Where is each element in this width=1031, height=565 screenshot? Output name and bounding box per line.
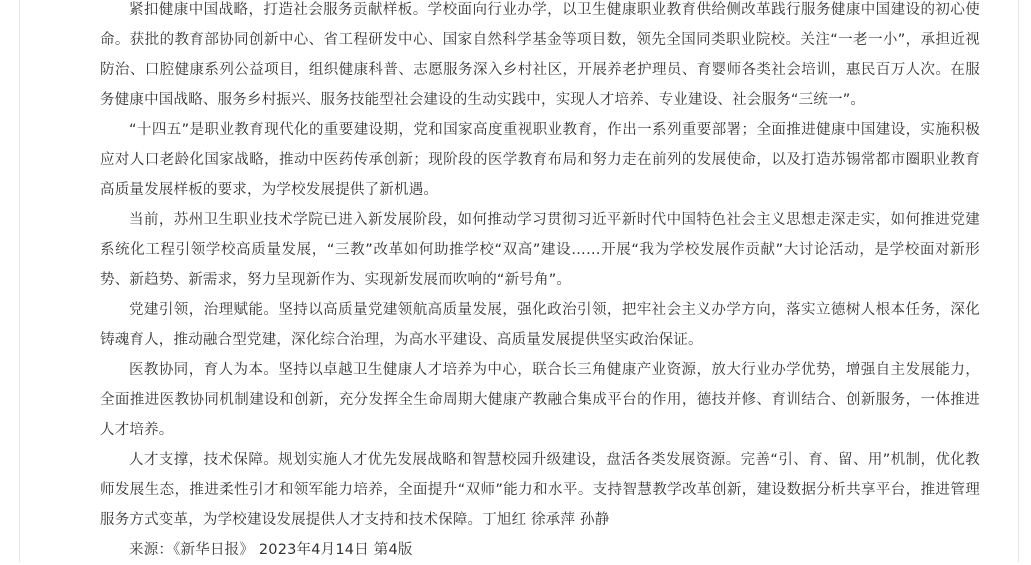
paragraph-2: “十四五”是职业教育现代化的重要建设期，党和国家高度重视职业教育，作出一系列重要部署；全面推进健康中国建设，实施积极应对人口老龄化国家战略，推动中医药传承创新；现阶段的医学教育布局和努力走在前列的发展使命，以及打造苏锡常都市圈职业教育高质量发展样板的要求，为学校发展提供了新机遇。 — [100, 122, 980, 198]
paragraph-5: 医教协同，育人为本。坚持以卓越卫生健康人才培养为中心，联合长三角健康产业资源，放大行业办学优势，增强自主发展能力，全面推进医教协同机制建设和创新，充分发挥全生命周期大健康产教融合集成平台的作用，德技并修、育训结合、创新服务，一体推进人才培养。 — [100, 362, 980, 438]
article-source: 来源：《新华日报》 2023年4月14日 第4版 — [129, 542, 413, 558]
article-body — [100, 0, 980, 565]
content-frame — [19, 0, 1019, 562]
paragraph-4: 党建引领，治理赋能。坚持以高质量党建领航高质量发展，强化政治引领，把牢社会主义办学方向，落实立德树人根本任务，深化铸魂育人，推动融合型党建，深化综合治理，为高水平建设、高质量发展提供坚实政治保证。 — [100, 302, 980, 348]
paragraph-1: 紧扣健康中国战略，打造社会服务贡献样板。学校面向行业办学，以卫生健康职业教育供给侧改革践行服务健康中国建设的初心使命。获批的教育部协同创新中心、省工程研发中心、国家自然科学基金等项目数，领先全国同类职业院校。关注“一老一小”，承担近视防治、口腔健康系列公益项目，组织健康科普、志愿服务深入乡村社区，开展养老护理员、育婴师各类社会培训，惠民百万人次。在服务健康中国战略、服务乡村振兴、服务技能型社会建设的生动实践中，实现人才培养、专业建设、社会服务“三统一”。 — [100, 2, 980, 108]
paragraph-6: 人才支撑，技术保障。规划实施人才优先发展战略和智慧校园升级建设，盘活各类发展资源。完善“引、育、留、用”机制，优化教师发展生态，推进柔性引才和领军能力培养，全面提升“双师”能力和水平。支持智慧教学改革创新，建设数据分析共享平台，推进管理服务方式变革，为学校建设发展提供人才支持和技术保障。丁旭红 徐承萍 孙静 — [100, 452, 980, 528]
paragraph-3: 当前，苏州卫生职业技术学院已进入新发展阶段，如何推动学习贯彻习近平新时代中国特色社会主义思想走深走实，如何推进党建系统化工程引领学校高质量发展，“三教”改革如何助推学校“双高”建设……开展“我为学校发展作贡献”大讨论活动，是学校面对新形势、新趋势、新需求，努力呈现新作为、实现新发展而吹响的“新号角”。 — [100, 212, 980, 288]
